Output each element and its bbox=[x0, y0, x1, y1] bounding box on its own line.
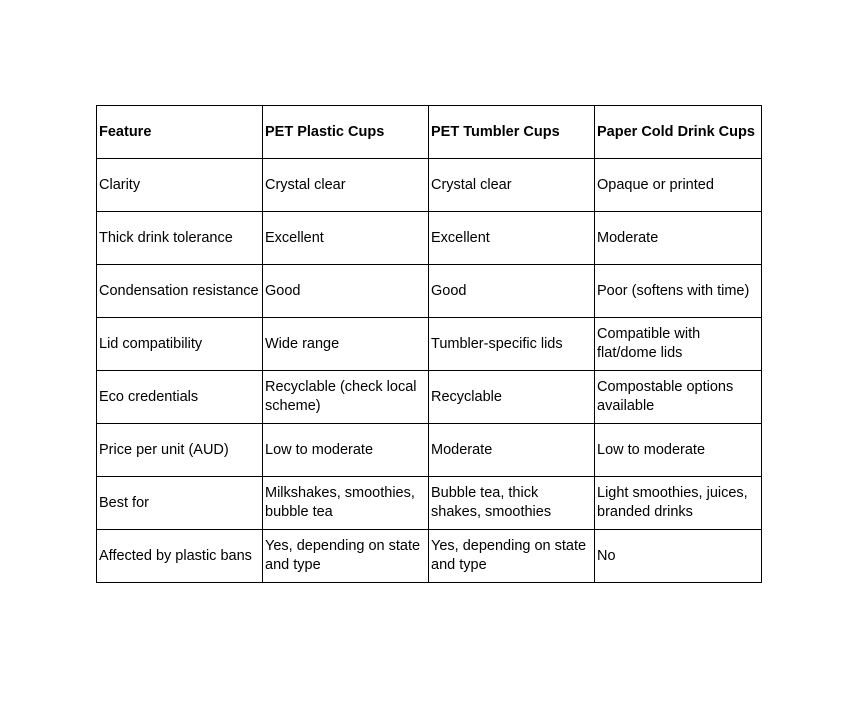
row-label: Eco credentials bbox=[97, 371, 263, 424]
table-header-row bbox=[97, 106, 762, 159]
table-cell: Good bbox=[263, 265, 429, 318]
header-pet-tumbler-cups: PET Tumbler Cups bbox=[429, 106, 595, 159]
table-cell: Yes, depending on state and type bbox=[429, 530, 595, 583]
header-feature: Feature bbox=[97, 106, 263, 159]
table-cell: Light smoothies, juices, branded drinks bbox=[595, 477, 762, 530]
table-cell: Crystal clear bbox=[263, 159, 429, 212]
table-row bbox=[97, 371, 762, 424]
table-cell: Milkshakes, smoothies, bubble tea bbox=[263, 477, 429, 530]
table-cell: Excellent bbox=[263, 212, 429, 265]
table-row bbox=[97, 265, 762, 318]
table-cell: Bubble tea, thick shakes, smoothies bbox=[429, 477, 595, 530]
table-cell: Recyclable bbox=[429, 371, 595, 424]
row-label: Price per unit (AUD) bbox=[97, 424, 263, 477]
table-row bbox=[97, 424, 762, 477]
table-cell: Crystal clear bbox=[429, 159, 595, 212]
header-paper-cold-drink-cups: Paper Cold Drink Cups bbox=[595, 106, 762, 159]
table-row bbox=[97, 159, 762, 212]
table-cell: Compatible with flat/dome lids bbox=[595, 318, 762, 371]
row-label: Condensation resistance bbox=[97, 265, 263, 318]
row-label: Lid compatibility bbox=[97, 318, 263, 371]
table-cell: Wide range bbox=[263, 318, 429, 371]
table-cell: Moderate bbox=[429, 424, 595, 477]
table-cell: Excellent bbox=[429, 212, 595, 265]
table-cell: Moderate bbox=[595, 212, 762, 265]
row-label: Thick drink tolerance bbox=[97, 212, 263, 265]
table-cell: Recyclable (check local scheme) bbox=[263, 371, 429, 424]
table-cell: Low to moderate bbox=[263, 424, 429, 477]
table-row bbox=[97, 477, 762, 530]
table-row bbox=[97, 530, 762, 583]
table-cell: Tumbler-specific lids bbox=[429, 318, 595, 371]
table-cell: Opaque or printed bbox=[595, 159, 762, 212]
cup-comparison-table bbox=[96, 105, 762, 583]
table-cell: Low to moderate bbox=[595, 424, 762, 477]
table-row bbox=[97, 212, 762, 265]
row-label: Affected by plastic bans bbox=[97, 530, 263, 583]
table-row bbox=[97, 318, 762, 371]
row-label: Best for bbox=[97, 477, 263, 530]
table-cell: Poor (softens with time) bbox=[595, 265, 762, 318]
table-cell: Yes, depending on state and type bbox=[263, 530, 429, 583]
table-cell: Good bbox=[429, 265, 595, 318]
header-pet-plastic-cups: PET Plastic Cups bbox=[263, 106, 429, 159]
row-label: Clarity bbox=[97, 159, 263, 212]
table-cell: Compostable options available bbox=[595, 371, 762, 424]
table-cell: No bbox=[595, 530, 762, 583]
